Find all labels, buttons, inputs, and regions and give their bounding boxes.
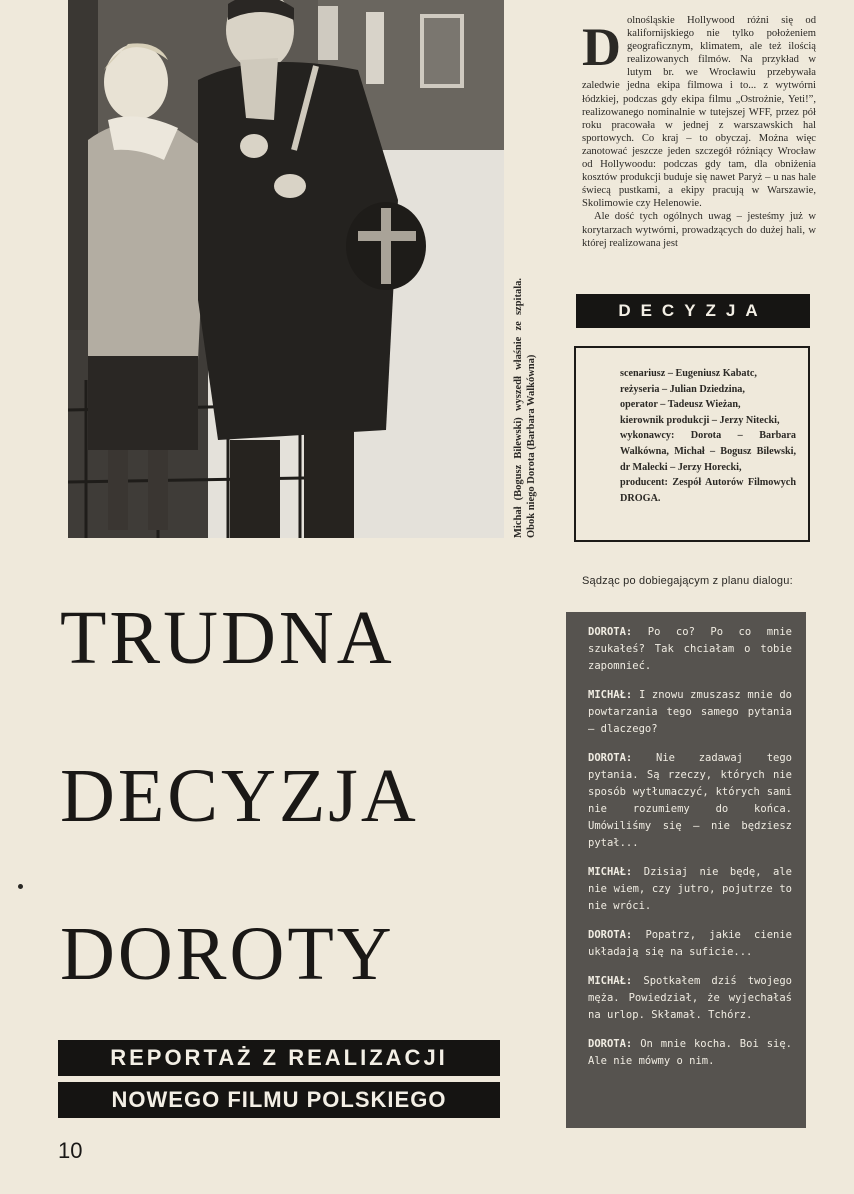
intro-paragraph-1: olnośląskie Hollywood różni się od kalifornijskiego nie tylko położeniem geograficznym, klimatem, ale też ilością realizowanych filmów. Na przykład w lutym br. we Wrocławiu przebywała zaledwie jedna ekipa filmowa i to... z wytwórni łódzkiej, podczas gdy ekipa filmu „Ostrożnie, Yeti!”, realizowanego nominalnie w tutejszej WFF, przez pół roku pracowała w jednej z warszawskich hal sportowych. Co kraj – to obyczaj. Można więc zanotować jeszcze jeden szczegół różniący Wrocław od Hollywoodu: podczas gdy tam, dla obniżenia kosztów produkcji buduje się nawet Paryż – u nas hale świecą pustkami, a ekipy pracują w Warszawie, Skolimowie czy Helenowie. [582, 15, 816, 210]
intro-article-text [582, 14, 816, 250]
dialogue-line [588, 864, 792, 915]
credit-line: producent: Zespół Autorów Filmowych DROGA. [620, 477, 796, 504]
dialogue-speaker: DOROTA: [588, 752, 633, 764]
dialogue-text: Popatrz, jakie cienie układają się na suficie... [588, 929, 792, 958]
dialogue-text: Nie zadawaj tego pytania. Są rzeczy, których nie sposób wytłumaczyć, których sami nie rozumiemy do końca. Umówiliśmy się – nie będziesz pytał... [588, 752, 792, 849]
drop-cap: D [582, 17, 621, 77]
photo-caption: Michał (Bogusz Bilewski) wyszedł właśnie ze szpitala. Obok niego Dorota (Barbara Walkówna) [513, 278, 537, 538]
dialogue-speaker: MICHAŁ: [588, 975, 633, 987]
subtitle-bar-2: NOWEGO FILMU POLSKIEGO [58, 1082, 500, 1118]
dialogue-speaker: DOROTA: [588, 1038, 633, 1050]
credit-line: kierownik produkcji – Jerzy Nitecki, [620, 414, 780, 426]
dialogue-text: Spotkałem dziś twojego męża. Powiedział, że wyjechałaś na urlop. Skłamał. Tchórz. [588, 975, 793, 1021]
credit-line: operator – Tadeusz Wieżan, [620, 399, 741, 411]
dialogue-text: On mnie kocha. Boi się. Ale nie mówmy o nim. [588, 1038, 792, 1067]
headline-line-2: DECYZJA [60, 754, 419, 838]
credit-line: reżyseria – Julian Dziedzina, [620, 383, 745, 395]
credit-line: scenariusz – Eugeniusz Kabatc, [620, 368, 757, 379]
dialogue-panel [566, 612, 806, 1128]
margin-dot [18, 884, 23, 889]
film-still-photo [68, 0, 504, 538]
subtitle-bar-1: REPORTAŻ Z REALIZACJI [58, 1040, 500, 1076]
dialogue-text: I znowu zmuszasz mnie do powtarzania tego samego pytania – dlaczego? [588, 689, 793, 735]
dialogue-text: Po co? Po co mnie szukałeś? Tak chciałam o tobie zapomnieć. [588, 626, 792, 672]
dialogue-line [588, 1036, 792, 1070]
credit-line: wykonawcy: Dorota – Barbara Walkówna, Michał – Bogusz Bilewski, dr Malecki – Jerzy Horecki, [620, 430, 796, 473]
dialogue-text: Dzisiaj nie będę, ale nie wiem, czy jutro, pojutrze to nie wróci. [588, 866, 792, 912]
film-title-bar: DECYZJA [576, 294, 810, 328]
film-still-illustration [68, 0, 504, 538]
page-number: 10 [58, 1138, 83, 1163]
dialogue-line [588, 624, 792, 675]
dialogue-speaker: MICHAŁ: [588, 866, 633, 878]
dialogue-speaker: DOROTA: [588, 626, 633, 638]
dialogue-intro-line: Sądząc po dobiegającym z planu dialogu: [582, 575, 793, 587]
dialogue-line [588, 973, 792, 1024]
headline-line-1: TRUDNA [60, 596, 395, 680]
dialogue-line [588, 927, 792, 961]
dialogue-speaker: MICHAŁ: [588, 689, 633, 701]
dialogue-line [588, 750, 792, 852]
headline-line-3: DOROTY [60, 912, 395, 996]
dialogue-line [588, 687, 792, 738]
dialogue-speaker: DOROTA: [588, 929, 633, 941]
intro-paragraph-2: Ale dość tych ogólnych uwag – jesteśmy już w korytarzach wytwórni, prowadzących do dużej hali, w której realizowana jest [582, 211, 816, 249]
film-credits-box [574, 346, 810, 542]
